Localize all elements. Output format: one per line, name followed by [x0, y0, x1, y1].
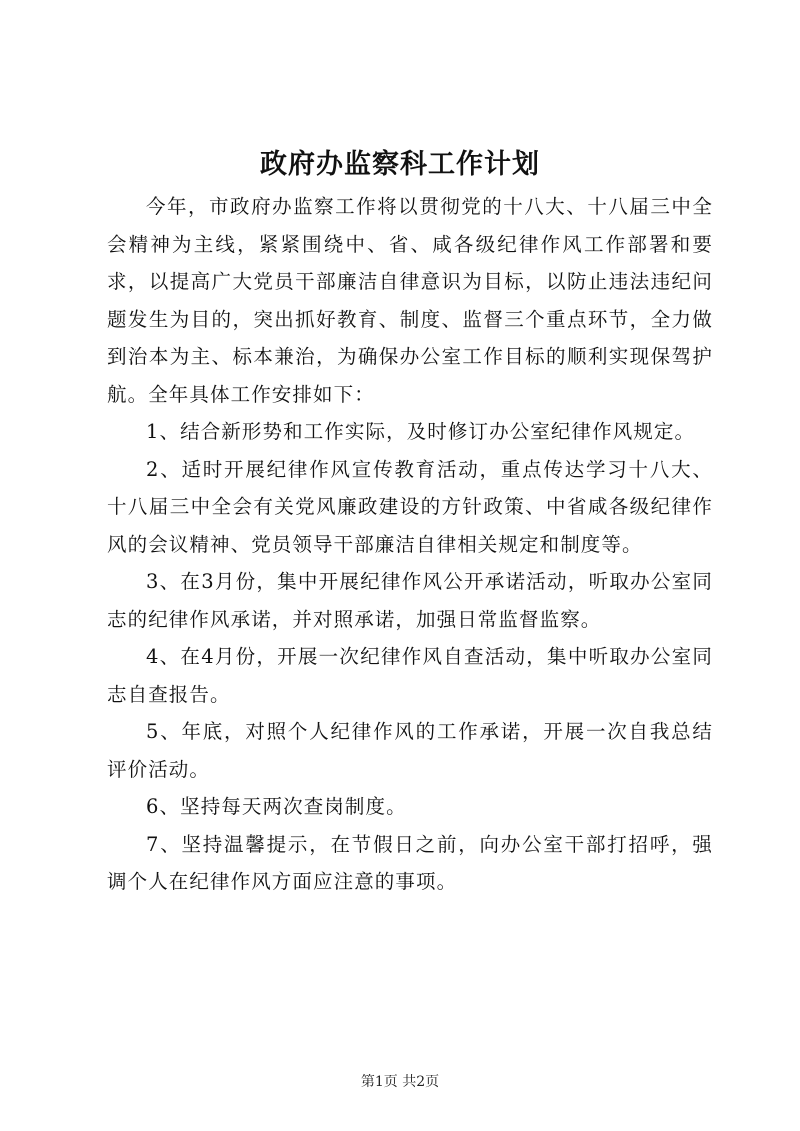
plan-item-5: 5、年底，对照个人纪律作风的工作承诺，开展一次自我总结评价活动。: [107, 720, 713, 781]
plan-item-4: 4、在4月份，开展一次纪律作风自查活动，集中听取办公室同志自查报告。: [107, 645, 713, 706]
plan-item-3: 3、在3月份，集中开展纪律作风公开承诺活动，听取办公室同志的纪律作风承诺，并对照承诺，加强日常监督监察。: [107, 570, 713, 631]
page-number-footer: 第1页 共2页: [360, 1074, 440, 1090]
intro-paragraph: 今年，市政府办监察工作将以贯彻党的十八大、十八届三中全会精神为主线，紧紧围绕中、省、咸各级纪律作风工作部署和要求，以提高广大党员干部廉洁自律意识为目标，以防止违法违纪问题发生为目的，突出抓好教育、制度、监督三个重点环节，全力做到治本为主、标本兼治，为确保办公室工作目标的顺利实现保驾护航。全年具体工作安排如下：: [107, 195, 713, 406]
plan-item-6: 6、坚持每天两次查岗制度。: [146, 795, 407, 818]
plan-item-1: 1、结合新形势和工作实际，及时修订办公室纪律作风规定。: [146, 420, 696, 443]
plan-item-7: 7、坚持温馨提示，在节假日之前，向办公室干部打招呼，强调个人在纪律作风方面应注意的事项。: [107, 832, 713, 893]
document-title: 政府办监察科工作计划: [260, 149, 540, 180]
document-body: [107, 188, 713, 901]
plan-item-2: 2、适时开展纪律作风宣传教育活动，重点传达学习十八大、十八届三中全会有关党风廉政建设的方针政策、中省咸各级纪律作风的会议精神、党员领导干部廉洁自律相关规定和制度等。: [107, 457, 713, 556]
